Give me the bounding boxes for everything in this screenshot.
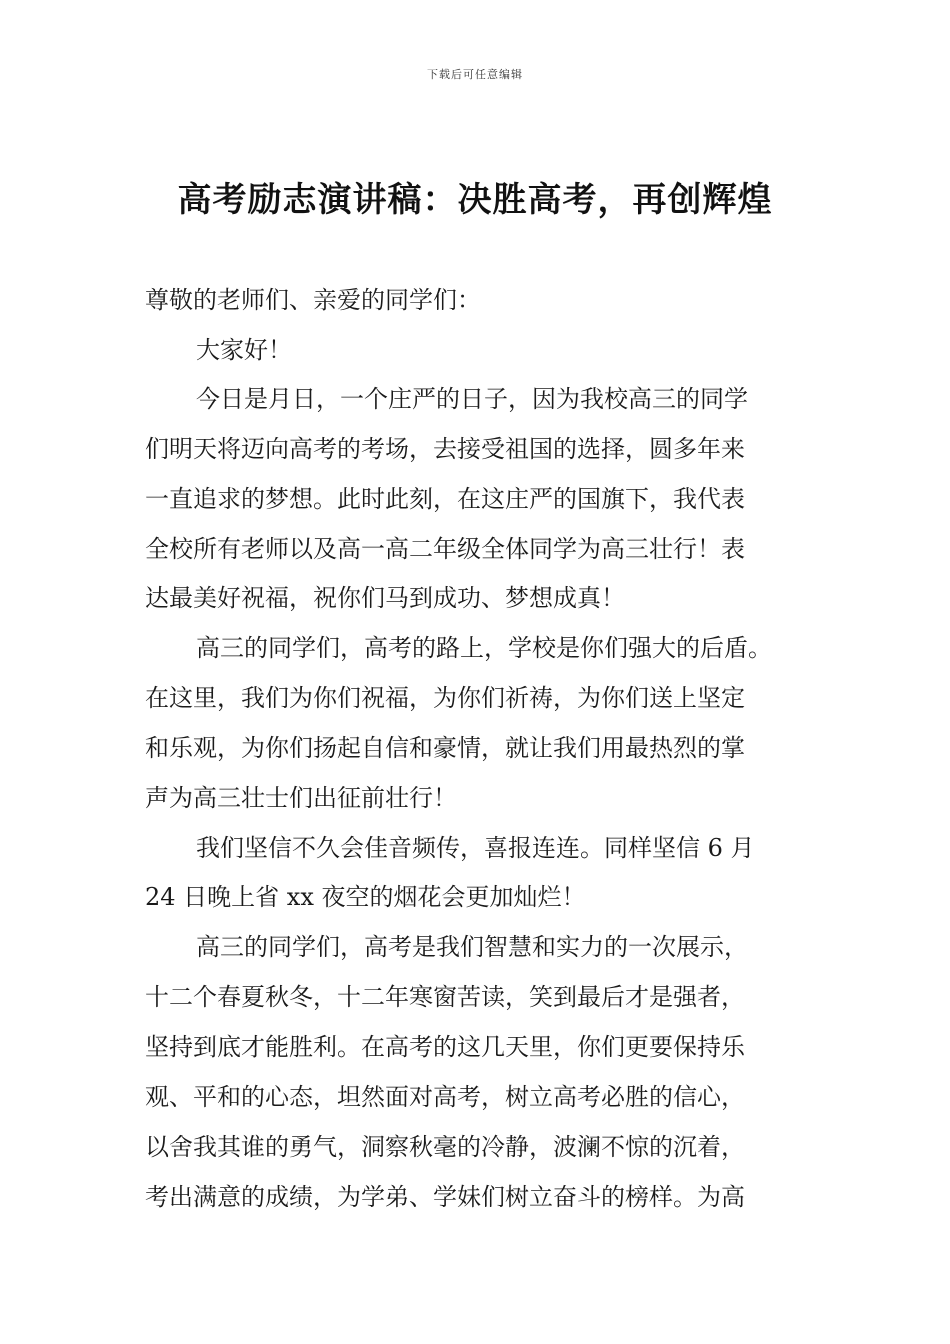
- greeting-line: 大家好！: [196, 336, 292, 364]
- header-note: 下载后可任意编辑: [427, 68, 523, 81]
- paragraph-line: 达最美好祝福，祝你们马到成功、梦想成真！: [145, 584, 625, 612]
- paragraph-line: 在这里，我们为你们祝福，为你们祈祷，为你们送上坚定: [145, 684, 745, 712]
- paragraph-line: 观、平和的心态，坦然面对高考，树立高考必胜的信心，: [145, 1083, 745, 1111]
- document-title: 高考励志演讲稿：决胜高考，再创辉煌: [177, 180, 773, 220]
- paragraph-line: 和乐观，为你们扬起自信和豪情，就让我们用最热烈的掌: [145, 734, 745, 762]
- paragraph-line: 高三的同学们，高考是我们智慧和实力的一次展示，: [196, 933, 748, 961]
- paragraph-line: 我们坚信不久会佳音频传，喜报连连。同样坚信 6 月: [196, 834, 755, 862]
- paragraph-line: 以舍我其谁的勇气，洞察秋毫的冷静，波澜不惊的沉着，: [145, 1133, 745, 1161]
- salutation-line: 尊敬的老师们、亲爱的同学们：: [145, 286, 481, 314]
- paragraph-line: 考出满意的成绩，为学弟、学妹们树立奋斗的榜样。为高: [145, 1183, 745, 1211]
- paragraph-line: 24 日晚上省 xx 夜空的烟花会更加灿烂！: [145, 883, 586, 911]
- paragraph-line: 坚持到底才能胜利。在高考的这几天里，你们更要保持乐: [145, 1033, 745, 1061]
- paragraph-line: 们明天将迈向高考的考场，去接受祖国的选择，圆多年来: [145, 435, 745, 463]
- paragraph-line: 全校所有老师以及高一高二年级全体同学为高三壮行！表: [145, 535, 745, 563]
- paragraph-line: 十二个春夏秋冬，十二年寒窗苦读，笑到最后才是强者，: [145, 983, 745, 1011]
- paragraph-line: 今日是月日，一个庄严的日子，因为我校高三的同学: [196, 385, 748, 413]
- paragraph-line: 一直追求的梦想。此时此刻，在这庄严的国旗下，我代表: [145, 485, 745, 513]
- paragraph-line: 声为高三壮士们出征前壮行！: [145, 784, 457, 812]
- paragraph-line: 高三的同学们，高考的路上，学校是你们强大的后盾。: [196, 634, 772, 662]
